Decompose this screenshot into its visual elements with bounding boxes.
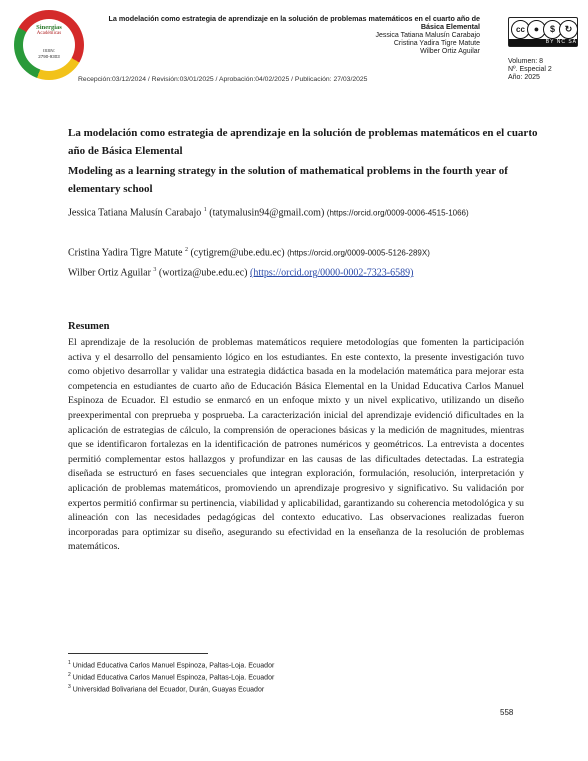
- author-2: [68, 244, 538, 259]
- footnote-2-sup: 2: [68, 672, 71, 678]
- resumen-heading: Resumen: [68, 321, 110, 332]
- volume: Volumen: 8: [508, 58, 544, 65]
- footnote-3: [68, 683, 468, 694]
- cc-strip-label: BY NC SA: [509, 39, 577, 46]
- footnote-1-sup: 1: [68, 660, 71, 666]
- author-3-name: Wilber Ortiz Aguilar: [68, 267, 151, 279]
- footnote-3-sup: 3: [68, 684, 71, 690]
- author-3-email[interactable]: (wortiza@ube.edu.ec): [158, 267, 248, 279]
- author-3-sup: 3: [153, 267, 157, 273]
- footnote-1: [68, 659, 468, 670]
- cc-icon: cc: [511, 20, 530, 39]
- running-author-1: Jessica Tatiana Malusín Carabajo: [375, 32, 480, 39]
- logo-text-line2: Académicas: [36, 31, 62, 36]
- logo-issn-label: ISSN:: [43, 48, 55, 53]
- author-3-orcid-link[interactable]: (https://orcid.org/0000-0002-7323-6589): [250, 267, 414, 279]
- article-title-es: La modelación como estrategia de aprendizaje en la solución de problemas matemáticos en el cuarto año de Básica Elemental: [68, 127, 538, 157]
- year: Año: 2025: [508, 74, 540, 81]
- issue-number: Nº. Especial 2: [508, 66, 552, 73]
- author-1-sup: 1: [203, 207, 207, 213]
- running-author-3: Wilber Ortiz Aguilar: [420, 48, 480, 55]
- resumen-body: El aprendizaje de la resolución de problemas matemáticos requiere metodologías que fomenten la participación activa y el desarrollo del pensamiento lógico en los estudiantes. En este contexto, la presente investigación tuvo como objetivo desarrollar y validar una estrategia didáctica basada en la modelación matemática para mejorar esta competencia en estudiantes de cuarto año de Educación Básica Elemental en la Unidad Educativa Carlos Manuel Espinoza de Ecuador. El estudio se enmarcó en un enfoque mixto y un nivel explicativo, utilizando un diseño preexperimental con preprueba y posprueba. La caracterización inicial del aprendizaje evidenció dificultades en la aplicación de estrategias de cálculo, la comprensión de operaciones básicas y la medición de magnitudes, mientras que se identificaron fortalezas en la identificación de patrones numéricos y geométricos. La entrevista a docentes permitió complementar estos hallazgos y profundizar en las causas de las dificultades detectadas. La estrategia diseñada se estructuró en fases secuenciales que integran exploración, formulación, resolución, interpretación y aplicación de problemas matemáticos, promoviendo un aprendizaje progresivo y significativo. Su validación por expertos permitió confirmar su pertinencia, viabilidad y aplicabilidad, garantizando su coherencia metodológica y su alineación con las necesidades pedagógicas del contexto educativo. Las observaciones realizadas fueron incorporadas para optimizar su diseño, asegurando su efectividad en la enseñanza de la resolución de problemas matemáticos.: [68, 337, 524, 553]
- by-person-icon: ●: [527, 20, 546, 39]
- publication-dates: Recepción:03/12/2024 / Revisión:03/01/2025 / Aprobación:04/02/2025 / Publicación: 27/03/2025: [78, 76, 368, 83]
- author-1: [68, 204, 538, 219]
- logo-issn: 2790-9303: [38, 54, 60, 59]
- running-title: La modelación como estrategia de aprendizaje en la solución de problemas matemáticos en el cuarto año de Básica Elemental: [108, 14, 480, 31]
- footnote-2: [68, 671, 468, 682]
- nc-dollar-icon: $: [543, 20, 562, 39]
- author-3: [68, 264, 538, 279]
- footnote-2-text: Unidad Educativa Carlos Manuel Espinoza, Paltas-Loja. Ecuador: [72, 674, 275, 682]
- author-2-sup: 2: [184, 247, 188, 253]
- author-2-orcid[interactable]: (https://orcid.org/0009-0005-5126-289X): [287, 248, 430, 258]
- footnote-3-text: Universidad Bolivariana del Ecuador, Durán, Guayas Ecuador: [72, 686, 265, 694]
- logo-text-line1: Sinergias: [36, 24, 62, 31]
- journal-logo: [14, 10, 84, 80]
- page-number: 558: [500, 708, 514, 717]
- author-1-orcid[interactable]: (https://orcid.org/0009-0006-4515-1066): [326, 208, 469, 218]
- author-2-name: Cristina Yadira Tigre Matute: [68, 247, 183, 259]
- running-author-2: Cristina Yadira Tigre Matute: [393, 40, 480, 47]
- cc-license-icon[interactable]: [508, 17, 578, 47]
- author-1-name: Jessica Tatiana Malusín Carabajo: [68, 207, 202, 219]
- footnote-divider: [68, 653, 208, 654]
- author-2-email[interactable]: (cytigrem@ube.edu.ec): [190, 247, 285, 259]
- author-1-email[interactable]: (tatymalusin94@gmail.com): [209, 207, 325, 219]
- article-title-en: Modeling as a learning strategy in the solution of mathematical problems in the fourth year of elementary school: [68, 165, 508, 195]
- footnote-1-text: Unidad Educativa Carlos Manuel Espinoza, Paltas-Loja. Ecuador: [72, 662, 275, 670]
- sa-icon: ↻: [559, 20, 578, 39]
